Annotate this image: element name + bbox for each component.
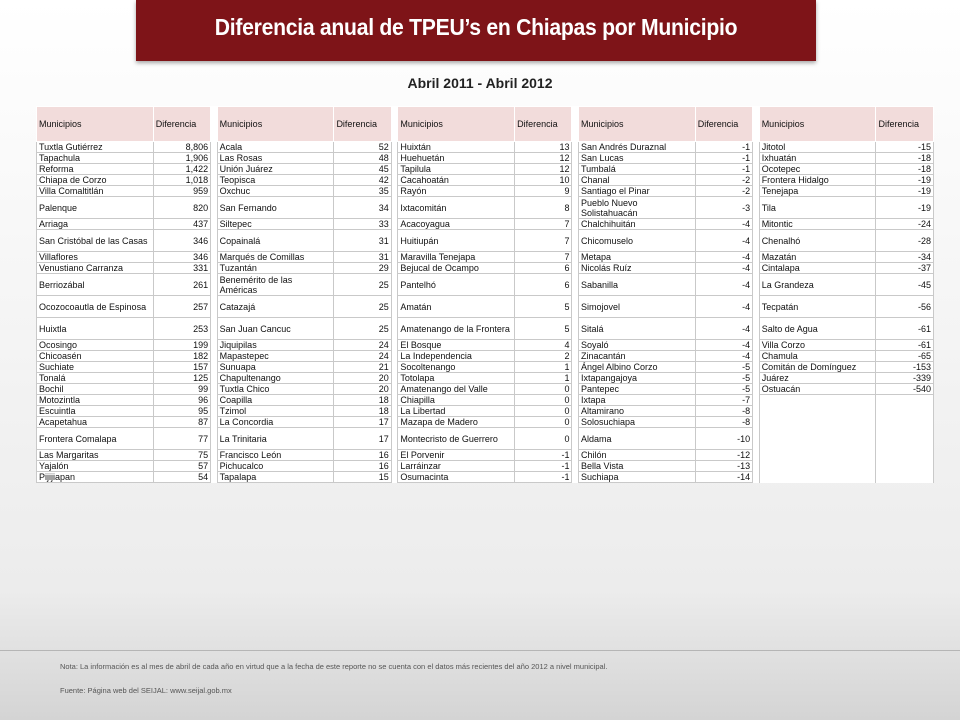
diferencia-cell: -4	[695, 274, 752, 296]
table-row	[37, 219, 934, 230]
municipio-cell: Altamirano	[579, 406, 696, 417]
municipio-cell: Yajalón	[37, 461, 154, 472]
municipio-cell: Pichucalco	[217, 461, 334, 472]
municipio-cell: Simojovel	[579, 296, 696, 318]
diferencia-cell: -37	[876, 263, 934, 274]
municipio-cell: Francisco León	[217, 450, 334, 461]
diferencia-cell: 95	[153, 406, 210, 417]
diferencia-cell: 0	[515, 395, 572, 406]
municipio-cell: San Cristóbal de las Casas	[37, 230, 154, 252]
diferencia-cell: 42	[334, 175, 391, 186]
municipio-cell: Marqués de Comillas	[217, 252, 334, 263]
empty-cell	[759, 417, 876, 428]
diferencia-cell: 17	[334, 417, 391, 428]
diferencia-cell: -61	[876, 340, 934, 351]
municipio-cell: Ángel Albino Corzo	[579, 362, 696, 373]
footnote: Nota: La información es al mes de abril de cada año en virtud que a la fecha de este reporte no se cuenta con el datos más recientes del año 2012 a nivel municipal.	[60, 662, 608, 671]
diferencia-cell: 4	[515, 340, 572, 351]
table-row	[37, 186, 934, 197]
diferencia-cell: -18	[876, 164, 934, 175]
municipio-cell: Tapilula	[398, 164, 515, 175]
empty-cell	[876, 417, 934, 428]
municipio-cell: Suchiate	[37, 362, 154, 373]
municipio-cell: Mazapa de Madero	[398, 417, 515, 428]
diferencia-cell: 35	[334, 186, 391, 197]
diferencia-cell: -4	[695, 252, 752, 263]
diferencia-cell: 25	[334, 296, 391, 318]
municipio-cell: Soyaló	[579, 340, 696, 351]
table-body	[37, 142, 934, 483]
diferencia-cell: 261	[153, 274, 210, 296]
municipio-cell: Villaflores	[37, 252, 154, 263]
diferencia-cell: -19	[876, 175, 934, 186]
diferencia-cell: -2	[695, 175, 752, 186]
diferencia-cell: 9	[515, 186, 572, 197]
municipio-cell: Jiquipilas	[217, 340, 334, 351]
table-row	[37, 384, 934, 395]
diferencia-cell: 5	[515, 296, 572, 318]
municipio-cell: Tonalá	[37, 373, 154, 384]
municipio-cell: Metapa	[579, 252, 696, 263]
municipio-cell: Pantelhó	[398, 274, 515, 296]
diferencia-cell: -19	[876, 186, 934, 197]
diferencia-cell: 21	[334, 362, 391, 373]
municipio-cell: Villa Corzo	[759, 340, 876, 351]
diferencia-cell: 346	[153, 252, 210, 263]
municipio-cell: Coapilla	[217, 395, 334, 406]
column-header-municipios: Municipios	[217, 107, 334, 142]
diferencia-cell: -34	[876, 252, 934, 263]
municipio-cell: Huixtán	[398, 142, 515, 153]
diferencia-cell: 20	[334, 384, 391, 395]
table-row	[37, 340, 934, 351]
municipio-cell: Tapachula	[37, 153, 154, 164]
diferencia-cell: 12	[515, 153, 572, 164]
municipio-cell: Huixtla	[37, 318, 154, 340]
diferencia-cell: 34	[334, 197, 391, 219]
table-row	[37, 395, 934, 406]
diferencia-cell: -4	[695, 230, 752, 252]
municipio-cell: Cacahoatán	[398, 175, 515, 186]
municipio-cell: Comitán de Domínguez	[759, 362, 876, 373]
municipio-cell: Solosuchiapa	[579, 417, 696, 428]
column-header-municipios: Municipios	[398, 107, 515, 142]
municipio-cell: Tzimol	[217, 406, 334, 417]
diferencia-cell: 6	[515, 263, 572, 274]
municipio-cell: Socoltenango	[398, 362, 515, 373]
municipio-cell: Teopisca	[217, 175, 334, 186]
municipality-difference-table	[36, 106, 934, 483]
column-header-municipios: Municipios	[759, 107, 876, 142]
municipio-cell: Tila	[759, 197, 876, 219]
municipio-cell: Tenejapa	[759, 186, 876, 197]
municipio-cell: Osumacinta	[398, 472, 515, 483]
diferencia-cell: -2	[695, 186, 752, 197]
municipio-cell: El Bosque	[398, 340, 515, 351]
diferencia-cell: 99	[153, 384, 210, 395]
diferencia-cell: 437	[153, 219, 210, 230]
municipio-cell: Santiago el Pinar	[579, 186, 696, 197]
diferencia-cell: 24	[334, 340, 391, 351]
municipio-cell: Sunuapa	[217, 362, 334, 373]
diferencia-cell: 25	[334, 274, 391, 296]
municipio-cell: Mapastepec	[217, 351, 334, 362]
municipio-cell: Amatenango de la Frontera	[398, 318, 515, 340]
municipio-cell: Palenque	[37, 197, 154, 219]
municipio-cell: San Fernando	[217, 197, 334, 219]
municipio-cell: Pueblo Nuevo Solistahuacán	[579, 197, 696, 219]
table-row	[37, 197, 934, 219]
municipio-cell: Villa Comaltitlán	[37, 186, 154, 197]
diferencia-cell: -1	[695, 164, 752, 175]
empty-cell	[759, 428, 876, 450]
municipio-cell: La Libertad	[398, 406, 515, 417]
municipio-cell: Salto de Agua	[759, 318, 876, 340]
diferencia-cell: -19	[876, 197, 934, 219]
municipio-cell: Zinacantán	[579, 351, 696, 362]
municipio-cell: Bejucal de Ocampo	[398, 263, 515, 274]
municipio-cell: Oxchuc	[217, 186, 334, 197]
municipio-cell: La Trinitaria	[217, 428, 334, 450]
diferencia-cell: -4	[695, 219, 752, 230]
diferencia-cell: 959	[153, 186, 210, 197]
table-row	[37, 373, 934, 384]
diferencia-cell: -56	[876, 296, 934, 318]
diferencia-cell: 157	[153, 362, 210, 373]
header-row	[37, 107, 934, 142]
diferencia-cell: -8	[695, 417, 752, 428]
municipio-cell: Maravilla Tenejapa	[398, 252, 515, 263]
municipio-cell: Reforma	[37, 164, 154, 175]
municipio-cell: Chiapilla	[398, 395, 515, 406]
municipio-cell: Ostuacán	[759, 384, 876, 395]
empty-cell	[876, 395, 934, 406]
municipio-cell: Bella Vista	[579, 461, 696, 472]
column-header-diferencia: Diferencia	[876, 107, 934, 142]
municipio-cell: El Porvenir	[398, 450, 515, 461]
municipio-cell: La Concordia	[217, 417, 334, 428]
diferencia-cell: 17	[334, 428, 391, 450]
diferencia-cell: -5	[695, 384, 752, 395]
diferencia-cell: -1	[515, 450, 572, 461]
municipio-cell: Tapalapa	[217, 472, 334, 483]
municipio-cell: Pijijiapan	[37, 472, 154, 483]
diferencia-cell: 54	[153, 472, 210, 483]
diferencia-cell: 20	[334, 373, 391, 384]
column-header-diferencia: Diferencia	[515, 107, 572, 142]
municipio-cell: Sabanilla	[579, 274, 696, 296]
table-row	[37, 296, 934, 318]
diferencia-cell: 57	[153, 461, 210, 472]
empty-cell	[759, 395, 876, 406]
table-row	[37, 351, 934, 362]
municipio-cell: Acacoyagua	[398, 219, 515, 230]
diferencia-cell: 346	[153, 230, 210, 252]
diferencia-cell: 8,806	[153, 142, 210, 153]
municipio-cell: Chenalhó	[759, 230, 876, 252]
diferencia-cell: -4	[695, 296, 752, 318]
municipio-cell: Frontera Comalapa	[37, 428, 154, 450]
municipio-cell: Aldama	[579, 428, 696, 450]
municipality-table-container	[36, 106, 934, 483]
column-header-diferencia: Diferencia	[153, 107, 210, 142]
municipio-cell: Cintalapa	[759, 263, 876, 274]
diferencia-cell: 96	[153, 395, 210, 406]
municipio-cell: Huehuetán	[398, 153, 515, 164]
municipio-cell: Tumbalá	[579, 164, 696, 175]
diferencia-cell: 31	[334, 230, 391, 252]
municipio-cell: Chicoasén	[37, 351, 154, 362]
municipio-cell: Totolapa	[398, 373, 515, 384]
diferencia-cell: -24	[876, 219, 934, 230]
table-row	[37, 461, 934, 472]
diferencia-cell: 7	[515, 219, 572, 230]
diferencia-cell: -1	[515, 472, 572, 483]
municipio-cell: Bochil	[37, 384, 154, 395]
municipio-cell: Mitontic	[759, 219, 876, 230]
municipio-cell: Larráinzar	[398, 461, 515, 472]
diferencia-cell: 125	[153, 373, 210, 384]
diferencia-cell: -45	[876, 274, 934, 296]
municipio-cell: Tuxtla Chico	[217, 384, 334, 395]
municipio-cell: Chicomuselo	[579, 230, 696, 252]
municipio-cell: Jitotol	[759, 142, 876, 153]
diferencia-cell: 29	[334, 263, 391, 274]
column-header-municipios: Municipios	[579, 107, 696, 142]
municipio-cell: Huitiupán	[398, 230, 515, 252]
diferencia-cell: 7	[515, 230, 572, 252]
empty-cell	[759, 450, 876, 461]
diferencia-cell: 15	[334, 472, 391, 483]
diferencia-cell: 0	[515, 417, 572, 428]
municipio-cell: Chanal	[579, 175, 696, 186]
municipio-cell: Tecpatán	[759, 296, 876, 318]
empty-cell	[876, 406, 934, 417]
footer-divider	[0, 650, 960, 651]
diferencia-cell: -28	[876, 230, 934, 252]
diferencia-cell: 820	[153, 197, 210, 219]
diferencia-cell: 18	[334, 406, 391, 417]
diferencia-cell: -7	[695, 395, 752, 406]
municipio-cell: Escuintla	[37, 406, 154, 417]
title-banner	[136, 0, 816, 61]
diferencia-cell: 48	[334, 153, 391, 164]
diferencia-cell: 331	[153, 263, 210, 274]
table-row	[37, 362, 934, 373]
municipio-cell: Benemérito de las Américas	[217, 274, 334, 296]
table-row	[37, 252, 934, 263]
municipio-cell: Siltepec	[217, 219, 334, 230]
diferencia-cell: 10	[515, 175, 572, 186]
municipio-cell: Arriaga	[37, 219, 154, 230]
diferencia-cell: 52	[334, 142, 391, 153]
municipio-cell: Venustiano Carranza	[37, 263, 154, 274]
municipio-cell: La Grandeza	[759, 274, 876, 296]
municipio-cell: Amatán	[398, 296, 515, 318]
diferencia-cell: 75	[153, 450, 210, 461]
diferencia-cell: 0	[515, 428, 572, 450]
empty-cell	[759, 461, 876, 472]
column-header-municipios: Municipios	[37, 107, 154, 142]
table-row	[37, 153, 934, 164]
page-title: Diferencia anual de TPEU’s en Chiapas por Municipio	[214, 14, 738, 40]
diferencia-cell: -65	[876, 351, 934, 362]
diferencia-cell: 253	[153, 318, 210, 340]
municipio-cell: Acala	[217, 142, 334, 153]
municipio-cell: Chalchihuitán	[579, 219, 696, 230]
municipio-cell: La Independencia	[398, 351, 515, 362]
municipio-cell: Catazajá	[217, 296, 334, 318]
diferencia-cell: 2	[515, 351, 572, 362]
table-row	[37, 450, 934, 461]
diferencia-cell: 0	[515, 406, 572, 417]
column-header-diferencia: Diferencia	[695, 107, 752, 142]
diferencia-cell: 7	[515, 252, 572, 263]
diferencia-cell: 6	[515, 274, 572, 296]
municipio-cell: Juárez	[759, 373, 876, 384]
municipio-cell: Rayón	[398, 186, 515, 197]
diferencia-cell: 0	[515, 384, 572, 395]
diferencia-cell: 257	[153, 296, 210, 318]
municipio-cell: Motozintla	[37, 395, 154, 406]
diferencia-cell: -3	[695, 197, 752, 219]
diferencia-cell: -15	[876, 142, 934, 153]
municipio-cell: Montecristo de Guerrero	[398, 428, 515, 450]
diferencia-cell: -13	[695, 461, 752, 472]
diferencia-cell: -1	[695, 153, 752, 164]
period-subtitle: Abril 2011 - Abril 2012	[407, 75, 553, 91]
municipio-cell: Ocotepec	[759, 164, 876, 175]
municipio-cell: Copainalá	[217, 230, 334, 252]
diferencia-cell: 1	[515, 362, 572, 373]
table-row	[37, 406, 934, 417]
table-row	[37, 142, 934, 153]
diferencia-cell: 16	[334, 450, 391, 461]
table-row	[37, 230, 934, 252]
diferencia-cell: -1	[695, 142, 752, 153]
diferencia-cell: 5	[515, 318, 572, 340]
municipio-cell: Berriozábal	[37, 274, 154, 296]
diferencia-cell: 1,422	[153, 164, 210, 175]
municipio-cell: Ixtapa	[579, 395, 696, 406]
municipio-cell: Tuxtla Gutiérrez	[37, 142, 154, 153]
diferencia-cell: 18	[334, 395, 391, 406]
municipio-cell: San Lucas	[579, 153, 696, 164]
table-header	[37, 107, 934, 142]
diferencia-cell: -153	[876, 362, 934, 373]
empty-cell	[759, 406, 876, 417]
municipio-cell: Tuzantán	[217, 263, 334, 274]
table-row	[37, 417, 934, 428]
municipio-cell: Ixtacomitán	[398, 197, 515, 219]
diferencia-cell: 1,906	[153, 153, 210, 164]
municipio-cell: Chiapa de Corzo	[37, 175, 154, 186]
diferencia-cell: 24	[334, 351, 391, 362]
municipio-cell: Ocozocoautla de Espinosa	[37, 296, 154, 318]
diferencia-cell: -14	[695, 472, 752, 483]
diferencia-cell: 1	[515, 373, 572, 384]
empty-cell	[876, 472, 934, 483]
diferencia-cell: 199	[153, 340, 210, 351]
table-row	[37, 263, 934, 274]
diferencia-cell: -61	[876, 318, 934, 340]
municipio-cell: Acapetahua	[37, 417, 154, 428]
source-note: Fuente: Página web del SEIJAL: www.seijal.gob.mx	[60, 686, 232, 695]
municipio-cell: Frontera Hidalgo	[759, 175, 876, 186]
municipio-cell: Suchiapa	[579, 472, 696, 483]
diferencia-cell: 31	[334, 252, 391, 263]
diferencia-cell: 33	[334, 219, 391, 230]
diferencia-cell: 13	[515, 142, 572, 153]
diferencia-cell: -18	[876, 153, 934, 164]
empty-cell	[876, 450, 934, 461]
diferencia-cell: 77	[153, 428, 210, 450]
diferencia-cell: -8	[695, 406, 752, 417]
diferencia-cell: -4	[695, 340, 752, 351]
column-header-diferencia: Diferencia	[334, 107, 391, 142]
municipio-cell: Ixtapangajoya	[579, 373, 696, 384]
table-row	[37, 472, 934, 483]
municipio-cell: Pantepec	[579, 384, 696, 395]
diferencia-cell: -12	[695, 450, 752, 461]
diferencia-cell: 87	[153, 417, 210, 428]
municipio-cell: Chamula	[759, 351, 876, 362]
diferencia-cell: 16	[334, 461, 391, 472]
diferencia-cell: 12	[515, 164, 572, 175]
municipio-cell: Unión Juárez	[217, 164, 334, 175]
municipio-cell: San Andrés Duraznal	[579, 142, 696, 153]
municipio-cell: Ocosingo	[37, 340, 154, 351]
empty-cell	[876, 461, 934, 472]
municipio-cell: Chilón	[579, 450, 696, 461]
table-row	[37, 164, 934, 175]
diferencia-cell: 25	[334, 318, 391, 340]
diferencia-cell: -339	[876, 373, 934, 384]
empty-cell	[876, 428, 934, 450]
diferencia-cell: -540	[876, 384, 934, 395]
table-row	[37, 428, 934, 450]
diferencia-cell: 45	[334, 164, 391, 175]
municipio-cell: Amatenango del Valle	[398, 384, 515, 395]
diferencia-cell: 8	[515, 197, 572, 219]
diferencia-cell: -4	[695, 351, 752, 362]
diferencia-cell: -5	[695, 362, 752, 373]
municipio-cell: Ixhuatán	[759, 153, 876, 164]
table-row	[37, 175, 934, 186]
table-row	[37, 318, 934, 340]
diferencia-cell: 1,018	[153, 175, 210, 186]
diferencia-cell: -10	[695, 428, 752, 450]
municipio-cell: Nicolás Ruíz	[579, 263, 696, 274]
municipio-cell: Sitalá	[579, 318, 696, 340]
empty-cell	[759, 472, 876, 483]
municipio-cell: Chapultenango	[217, 373, 334, 384]
diferencia-cell: -1	[515, 461, 572, 472]
municipio-cell: San Juan Cancuc	[217, 318, 334, 340]
table-row	[37, 274, 934, 296]
diferencia-cell: 182	[153, 351, 210, 362]
diferencia-cell: -4	[695, 318, 752, 340]
municipio-cell: Mazatán	[759, 252, 876, 263]
diferencia-cell: -5	[695, 373, 752, 384]
municipio-cell: Las Rosas	[217, 153, 334, 164]
diferencia-cell: -4	[695, 263, 752, 274]
municipio-cell: Las Margaritas	[37, 450, 154, 461]
